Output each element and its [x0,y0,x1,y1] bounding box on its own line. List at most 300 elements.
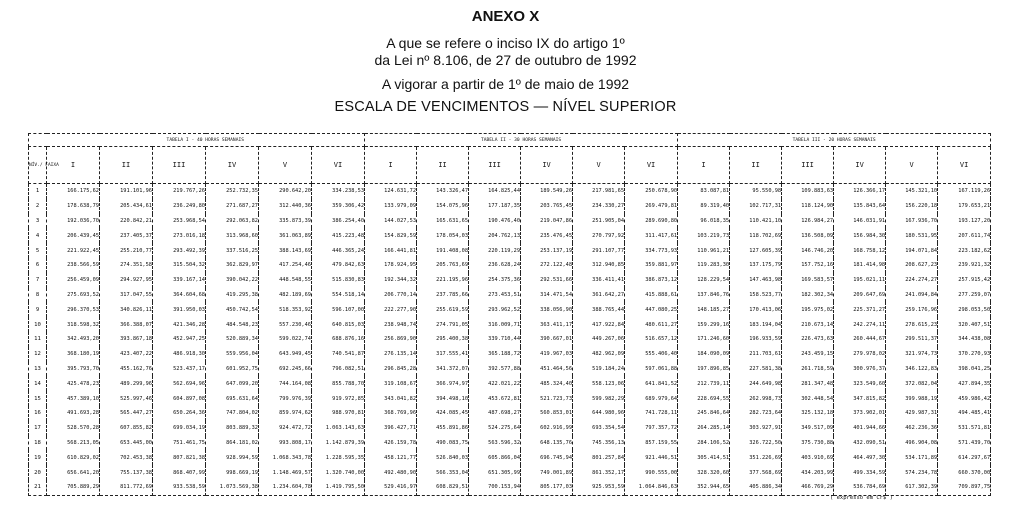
salary-cell: 484.548,23 [206,317,259,332]
salary-cell: 192.344,32 [365,273,417,288]
salary-cell: 221.922,45 [47,243,100,258]
scale-title: ESCALA DE VENCIMENTOS — NÍVEL SUPERIOR [334,99,677,115]
salary-cell: 417.922,84 [573,317,625,332]
salary-cell: 196.933,59 [730,332,782,347]
group-header-tabela-1: TABELA I - 40 HORAS SEMANAIS [47,134,365,147]
salary-cell: 859.974,62 [259,406,312,421]
salary-cell: 226.473,63 [782,332,834,347]
salary-cell: 110.961,21 [678,243,730,258]
salary-cell: 210.673,14 [782,317,834,332]
salary-cell: 607.855,82 [100,421,153,436]
salary-cell: 571.439,70 [938,436,991,451]
salary-cell: 146.031,91 [834,214,886,229]
salary-cell: 747.804,02 [206,406,259,421]
salary-cell: 124.631,72 [365,184,417,199]
salary-cell: 346.122,83 [886,362,938,377]
salary-cell: 178.924,95 [365,258,417,273]
column-header: II [730,147,782,184]
table-row [29,347,991,362]
salary-cell: 398.041,25 [938,362,991,377]
salary-cell: 695.631,64 [206,391,259,406]
reference-article: A que se refere o inciso IX do artigo 1º [386,35,625,51]
faixa-cell: 16 [29,406,47,421]
salary-cell: 220.119,29 [469,243,521,258]
salary-cell: 797.357,72 [625,421,678,436]
salary-cell: 220.842,21 [100,214,153,229]
salary-cell: 641.841,52 [625,376,678,391]
salary-cell: 156.220,18 [886,199,938,214]
salary-cell: 372.082,04 [886,376,938,391]
salary-cell: 335.873,39 [259,214,312,229]
salary-cell: 282.723,64 [730,406,782,421]
salary-cell: 419.967,03 [521,347,573,362]
salary-cell: 386.873,12 [625,273,678,288]
salary-cell: 110.421,10 [730,214,782,229]
salary-cell: 235.476,45 [521,228,573,243]
faixa-cell: 13 [29,362,47,377]
salary-cell: 526.840,03 [417,450,469,465]
salary-cell: 803.889,32 [206,421,259,436]
salary-cell: 426.159,78 [365,436,417,451]
salary-cell: 256.459,09 [47,273,100,288]
salary-cell: 419.295,38 [206,288,259,303]
salary-cell: 303.927,91 [730,421,782,436]
salary-cell: 167.936,70 [886,214,938,229]
column-header: VI [938,147,991,184]
faixa-column-header: NÍV./ FAIXA [29,147,47,184]
column-header: III [153,147,206,184]
salary-cell: 925.953,59 [573,480,625,495]
salary-cell: 276.135,14 [365,347,417,362]
table-row [29,214,991,229]
salary-cell: 191.101,96 [100,184,153,199]
salary-cell: 559.956,04 [206,347,259,362]
salary-cell: 424.085,45 [417,406,469,421]
salary-cell: 342.493,20 [47,332,100,347]
salary-cell: 993.808,17 [259,436,312,451]
salary-cell: 744.164,08 [259,376,312,391]
salary-cell: 290.642,20 [259,184,312,199]
salary-cell: 617.302,39 [886,480,938,495]
salary-cell: 601.952,75 [206,362,259,377]
salary-cell: 373.902,01 [834,406,886,421]
salary-cell: 337.516,25 [206,243,259,258]
salary-cell: 206.439,45 [47,228,100,243]
salary-cell: 933.538,59 [153,480,206,495]
salary-cell: 702.453,38 [100,450,153,465]
salary-cell: 366.974,97 [417,376,469,391]
salary-cell: 184.090,09 [678,347,730,362]
salary-cell: 524.275,64 [469,421,521,436]
salary-cell: 519.184,24 [573,362,625,377]
table-row [29,317,991,332]
salary-cell: 489.299,96 [100,376,153,391]
salary-cell: 857.159,55 [625,436,678,451]
faixa-cell: 19 [29,450,47,465]
salary-cell: 1.320.740,00 [312,465,365,480]
salary-cell: 256.869,90 [365,332,417,347]
salary-cell: 417.254,46 [259,258,312,273]
column-header: I [678,147,730,184]
salary-cell: 396.427,71 [365,421,417,436]
salary-cell: 464.497,30 [834,450,886,465]
salary-cell: 1.064.846,63 [625,480,678,495]
column-header: IV [206,147,259,184]
salary-cell: 336.411,41 [573,273,625,288]
salary-cell: 225.371,27 [834,302,886,317]
salary-cell: 262.998,73 [730,391,782,406]
salary-cell: 536.784,69 [834,480,886,495]
salary-cell: 315.504,32 [153,258,206,273]
salary-cell: 1.228.595,35 [312,450,365,465]
salary-cell: 421.346,28 [153,317,206,332]
salary-cell: 415.223,48 [312,228,365,243]
salary-cell: 699.034,19 [153,421,206,436]
faixa-cell: 7 [29,273,47,288]
salary-cell: 614.297,67 [938,450,991,465]
salary-cell: 990.555,00 [625,465,678,480]
salary-cell: 95.550,98 [730,184,782,199]
salary-cell: 352.944,65 [678,480,730,495]
salary-cell: 390.042,22 [206,273,259,288]
salary-cell: 137.846,76 [678,288,730,303]
salary-cell: 180.531,95 [886,228,938,243]
salary-cell: 223.182,62 [938,243,991,258]
salary-cell: 275.693,52 [47,288,100,303]
salary-cell: 377.568,69 [730,465,782,480]
column-header: I [47,147,100,184]
salary-cell: 181.414,98 [834,258,886,273]
salary-cell: 284.106,52 [678,436,730,451]
table-row [29,288,991,303]
table-row [29,199,991,214]
salary-cell: 482.962,09 [573,347,625,362]
salary-cell: 146.746,20 [782,243,834,258]
salary-cell: 238.566,59 [47,258,100,273]
salary-cell: 319.108,67 [365,376,417,391]
salary-cell: 281.347,48 [782,376,834,391]
salary-cell: 279.978,02 [834,347,886,362]
table-row [29,406,991,421]
salary-cell: 490.083,75 [417,436,469,451]
salary-cell: 528.570,28 [47,421,100,436]
salary-cell: 338.056,90 [521,302,573,317]
salary-cell: 157.752,16 [782,258,834,273]
salary-cell: 237.785,66 [417,288,469,303]
salary-cell: 165.631,65 [417,214,469,229]
salary-cell: 209.647,69 [834,288,886,303]
salary-cell: 597.061,88 [625,362,678,377]
salary-cell: 563.596,32 [469,436,521,451]
salary-cell: 169.583,57 [782,273,834,288]
salary-cell: 1.234.604,78 [259,480,312,495]
salary-cell: 237.405,37 [100,228,153,243]
salary-cell: 491.693,28 [47,406,100,421]
salary-cell: 148.185,27 [678,302,730,317]
salary-cell: 452.947,25 [153,332,206,347]
salary-cell: 128.229,54 [678,273,730,288]
salary-table-body [29,184,991,496]
salary-cell: 253.968,54 [153,214,206,229]
salary-cell: 234.330,27 [573,199,625,214]
faixa-cell: 6 [29,258,47,273]
salary-cell: 359.881,97 [625,258,678,273]
salary-cell: 466.769,29 [782,480,834,495]
column-header-row [29,147,991,184]
salary-cell: 245.846,64 [678,406,730,421]
reference-law: da Lei nº 8.106, de 27 de outubro de 1992 [374,52,637,68]
salary-cell: 366.388,07 [100,317,153,332]
table-row [29,391,991,406]
salary-cell: 292.063,82 [206,214,259,229]
salary-cell: 496.904,08 [886,436,938,451]
salary-cell: 515.830,83 [312,273,365,288]
column-header: V [573,147,625,184]
salary-cell: 554.518,14 [312,288,365,303]
salary-cell: 568.213,05 [47,436,100,451]
salary-cell: 921.446,51 [625,450,678,465]
salary-cell: 294.927,95 [100,273,153,288]
salary-cell: 855.788,70 [312,376,365,391]
salary-cell: 534.171,89 [886,450,938,465]
salary-cell: 154.829,59 [365,228,417,243]
salary-cell: 236.628,24 [469,258,521,273]
salary-cell: 273.016,18 [153,228,206,243]
faixa-cell: 21 [29,480,47,495]
salary-cell: 314.471,54 [521,288,573,303]
salary-cell: 178.054,03 [417,228,469,243]
salary-cell: 988.970,81 [312,406,365,421]
salary-cell: 919.972,85 [312,391,365,406]
faixa-cell: 10 [29,317,47,332]
column-header: V [259,147,312,184]
salary-cell: 455.162,76 [100,362,153,377]
salary-cell: 709.897,75 [938,480,991,495]
salary-cell: 740.541,87 [312,347,365,362]
salary-cell: 640.815,03 [312,317,365,332]
table-row [29,376,991,391]
column-header: II [100,147,153,184]
faixa-cell: 4 [29,228,47,243]
salary-cell: 596.107,00 [312,302,365,317]
salary-cell: 660.370,00 [938,465,991,480]
table-row [29,243,991,258]
group-header-tabela-3: TABELA III - 20 HORAS SEMANAIS [678,134,991,147]
salary-cell: 741.728,11 [625,406,678,421]
faixa-cell: 15 [29,391,47,406]
salary-cell: 375.730,88 [782,436,834,451]
salary-cell: 334.773,93 [625,243,678,258]
column-header: III [469,147,521,184]
salary-cell: 451.464,56 [521,362,573,377]
salary-cell: 599.022,74 [259,332,312,347]
salary-cell: 289.690,80 [625,214,678,229]
salary-cell: 269.479,81 [625,199,678,214]
salary-cell: 365.188,72 [469,347,521,362]
salary-cell: 136.508,09 [782,228,834,243]
salary-cell: 195.021,11 [834,273,886,288]
salary-cell: 558.123,06 [573,376,625,391]
salary-cell: 864.181,02 [206,436,259,451]
salary-cell: 651.305,99 [469,465,521,480]
salary-cell: 362.829,97 [206,258,259,273]
salary-cell: 103.219,73 [678,228,730,243]
group-header-tabela-2: TABELA II - 30 HORAS SEMANAIS [365,134,678,147]
table-row [29,480,991,495]
salary-cell: 317.047,55 [100,288,153,303]
salary-cell: 499.334,59 [834,465,886,480]
salary-cell: 293.492,39 [153,243,206,258]
salary-cell: 254.375,36 [469,273,521,288]
salary-cell: 801.257,84 [573,450,625,465]
salary-cell: 529.416,97 [365,480,417,495]
salary-cell: 299.511,37 [886,332,938,347]
salary-cell: 394.498,10 [417,391,469,406]
salary-cell: 228.694,55 [678,391,730,406]
salary-cell: 278.615,23 [886,317,938,332]
salary-cell: 1.142.879,39 [312,436,365,451]
salary-cell: 647.099,20 [206,376,259,391]
salary-cell: 318.598,32 [47,317,100,332]
salary-cell: 239.921,32 [938,258,991,273]
salary-cell: 361.642,27 [573,288,625,303]
salary-cell: 429.987,31 [886,406,938,421]
salary-cell: 364.604,68 [153,288,206,303]
salary-cell: 755.137,38 [100,465,153,480]
salary-cell: 392.577,88 [469,362,521,377]
salary-cell: 298.053,50 [938,302,991,317]
salary-cell: 386.254,40 [312,214,365,229]
salary-cell: 251.905,04 [573,214,625,229]
salary-cell: 1.063.143,63 [312,421,365,436]
salary-cell: 924.472,72 [259,421,312,436]
salary-cell: 434.203,99 [782,465,834,480]
table-row [29,436,991,451]
salary-cell: 604.897,08 [153,391,206,406]
salary-cell: 453.672,81 [469,391,521,406]
salary-cell: 135.843,64 [834,199,886,214]
table-row [29,332,991,347]
faixa-cell: 17 [29,421,47,436]
salary-cell: 692.245,66 [259,362,312,377]
salary-cell: 566.353,04 [417,465,469,480]
salary-cell: 264.285,14 [678,421,730,436]
salary-cell: 295.400,38 [417,332,469,347]
salary-cell: 126.366,17 [834,184,886,199]
salary-cell: 485.324,40 [521,376,573,391]
salary-cell: 751.461,75 [153,436,206,451]
salary-cell: 325.132,18 [782,406,834,421]
salary-cell: 207.611,74 [938,228,991,243]
salary-cell: 250.678,90 [625,184,678,199]
salary-cell: 208.627,23 [886,258,938,273]
column-header: III [782,147,834,184]
salary-cell: 363.411,17 [521,317,573,332]
salary-cell: 447.080,25 [625,302,678,317]
salary-cell: 562.694,96 [153,376,206,391]
salary-cell: 334.238,53 [312,184,365,199]
salary-cell: 211.703,61 [730,347,782,362]
salary-cell: 422.021,22 [469,376,521,391]
salary-cell: 520.889,34 [206,332,259,347]
salary-cell: 227.581,38 [730,362,782,377]
salary-cell: 479.842,63 [312,258,365,273]
salary-cell: 462.236,36 [886,421,938,436]
salary-cell: 1.148.469,57 [259,465,312,480]
salary-cell: 203.765,45 [521,199,573,214]
salary-cell: 305.414,51 [678,450,730,465]
salary-cell: 320.407,51 [938,317,991,332]
salary-cell: 340.826,11 [100,302,153,317]
salary-cell: 449.267,06 [573,332,625,347]
salary-cell: 799.976,39 [259,391,312,406]
group-header-row [29,134,991,147]
salary-cell: 255.619,59 [417,302,469,317]
salary-cell: 689.979,64 [625,391,678,406]
salary-cell: 427.894,35 [938,376,991,391]
salary-cell: 222.277,90 [365,302,417,317]
salary-cell: 516.657,12 [625,332,678,347]
salary-cell: 599.982,29 [573,391,625,406]
salary-cell: 147.463,98 [730,273,782,288]
salary-cell: 317.555,41 [417,347,469,362]
salary-cell: 643.949,45 [259,347,312,362]
salary-cell: 238.948,74 [365,317,417,332]
faixa-cell: 11 [29,332,47,347]
salary-cell: 391.950,03 [153,302,206,317]
salary-cell: 368.180,19 [47,347,100,362]
salary-cell: 321.974,73 [886,347,938,362]
salary-cell: 648.135,76 [521,436,573,451]
salary-cell: 323.549,60 [834,376,886,391]
salary-cell: 425.478,23 [47,376,100,391]
column-header: VI [625,147,678,184]
table-row [29,228,991,243]
salary-cell: 368.769,96 [365,406,417,421]
salary-cell: 399.988,19 [886,391,938,406]
salary-cell: 653.445,00 [100,436,153,451]
salary-cell: 119.283,30 [678,258,730,273]
salary-cell: 206.770,14 [365,288,417,303]
faixa-cell: 20 [29,465,47,480]
salary-cell: 656.641,20 [47,465,100,480]
faixa-cell: 5 [29,243,47,258]
salary-cell: 89.319,40 [678,199,730,214]
salary-cell: 272.122,48 [521,258,573,273]
salary-cell: 351.226,69 [730,450,782,465]
salary-cell: 574.234,78 [886,465,938,480]
salary-cell: 349.517,09 [782,421,834,436]
effective-date: A vigorar a partir de 1º de maio de 1992 [381,76,630,92]
salary-cell: 423.407,22 [100,347,153,362]
salary-cell: 190.476,40 [469,214,521,229]
salary-cell: 557.230,46 [259,317,312,332]
salary-cell: 189.549,26 [521,184,573,199]
salary-cell: 311.417,61 [625,228,678,243]
salary-cell: 531.571,81 [938,421,991,436]
salary-cell: 749.001,89 [521,465,573,480]
salary-cell: 805.177,03 [521,480,573,495]
salary-cell: 487.698,27 [469,406,521,421]
faixa-cell: 9 [29,302,47,317]
salary-cell: 450.742,54 [206,302,259,317]
salary-cell: 273.453,51 [469,288,521,303]
salary-cell: 518.353,92 [259,302,312,317]
salary-cell: 344.438,08 [938,332,991,347]
column-header: IV [834,147,886,184]
salary-cell: 459.986,42 [938,391,991,406]
salary-cell: 415.888,61 [625,288,678,303]
